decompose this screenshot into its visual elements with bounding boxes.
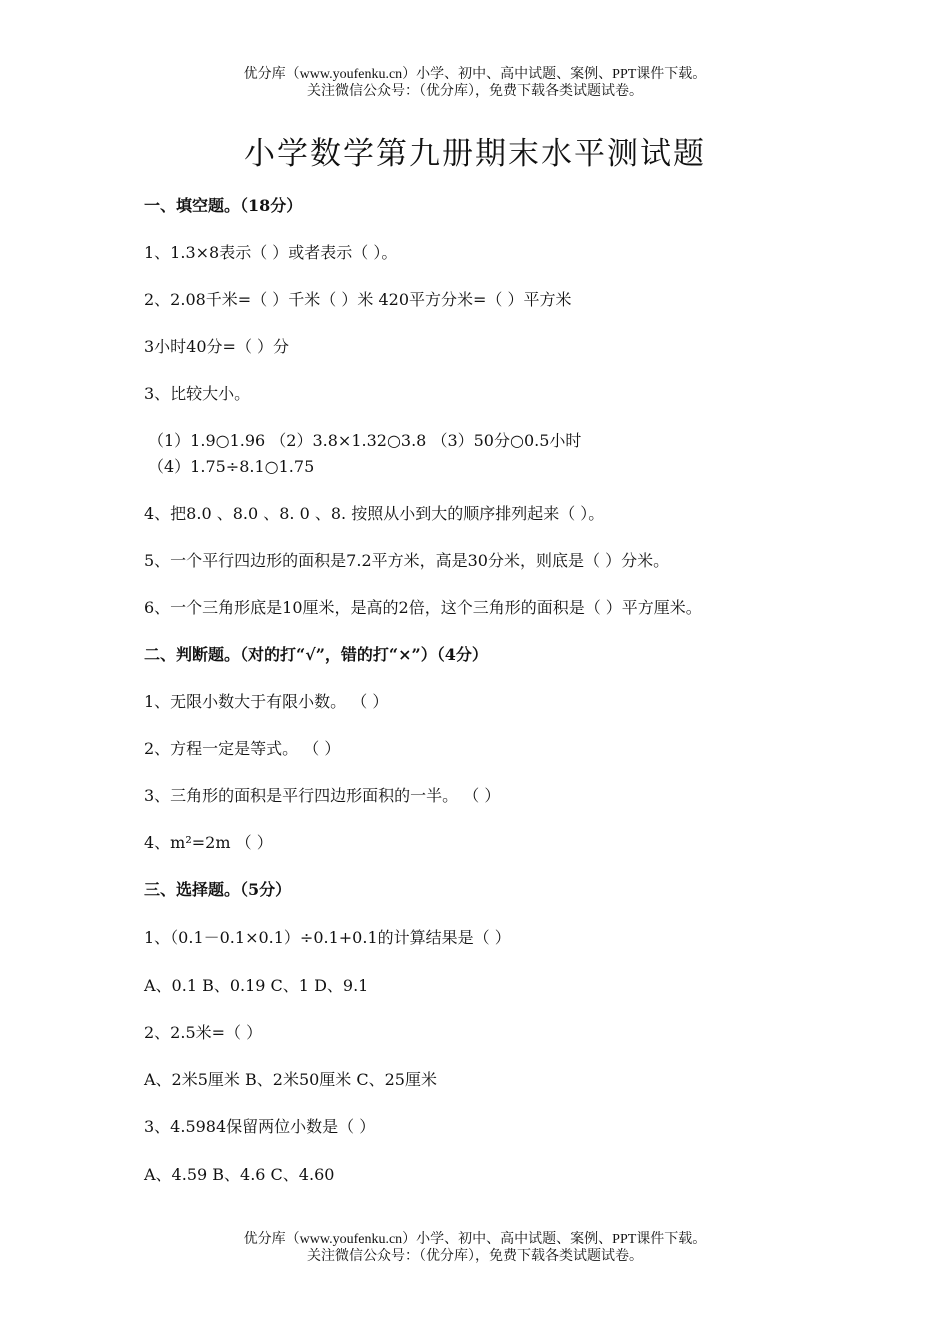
question-line: A、4.59 B、4.6 C、4.60 <box>144 1165 335 1184</box>
question-line: 1、（0.1－0.1×0.1）÷0.1+0.1的计算结果是（ ） <box>144 928 511 947</box>
question-line: A、0.1 B、0.19 C、1 D、9.1 <box>144 976 369 995</box>
question-line: 6、一个三角形底是10厘米，是高的2倍，这个三角形的面积是（ ）平方厘米。 <box>144 598 702 617</box>
question-line: 3、比较大小。 <box>144 384 251 403</box>
section-heading-true-false: 二、判断题。（对的打“√”，错的打“×”）（4分） <box>144 645 488 664</box>
question-line: 2、2.5米=（ ） <box>144 1023 263 1042</box>
section-heading-fill-blank: 一、填空题。（18分） <box>144 196 303 215</box>
footer-line-1: 优分库（www.youfenku.cn）小学、初中、高中试题、案例、PPT课件下载。 <box>243 1232 707 1247</box>
question-line: 3小时40分=（ ）分 <box>144 337 290 356</box>
section-heading-multiple-choice: 三、选择题。（5分） <box>144 880 292 899</box>
question-line: 3、三角形的面积是平行四边形面积的一半。 （ ） <box>144 786 501 805</box>
question-line: （1）1.9○1.96 （2）3.8×1.32○3.8 （3）50分○0.5小时 <box>148 431 582 450</box>
page-title: 小学数学第九册期末水平测试题 <box>244 136 706 172</box>
page-header <box>0 66 950 100</box>
question-line: 1、1.3×8表示（ ）或者表示（ ）。 <box>144 243 398 262</box>
question-line: 1、无限小数大于有限小数。 （ ） <box>144 692 389 711</box>
question-line: 3、4.5984保留两位小数是（ ） <box>144 1117 376 1136</box>
question-line: 5、一个平行四边形的面积是7.2平方米，高是30分米，则底是（ ）分米。 <box>144 551 670 570</box>
header-line-2: 关注微信公众号：（优分库），免费下载各类试题试卷。 <box>307 84 643 99</box>
question-line: 4、把8.0 、8.0 、8. 0 、8. 按照从小到大的顺序排列起来（ ）。 <box>144 504 605 523</box>
question-line: （4）1.75÷8.1○1.75 <box>148 457 315 476</box>
question-line: 2、2.08千米=（ ）千米（ ）米 420平方分米=（ ）平方米 <box>144 290 572 309</box>
footer-line-2: 关注微信公众号：（优分库），免费下载各类试题试卷。 <box>307 1249 643 1264</box>
header-line-1: 优分库（www.youfenku.cn）小学、初中、高中试题、案例、PPT课件下载。 <box>243 67 707 82</box>
question-line: A、2米5厘米 B、2米50厘米 C、25厘米 <box>144 1070 437 1089</box>
question-line: 4、m²=2m （ ） <box>144 833 273 852</box>
question-line: 2、方程一定是等式。 （ ） <box>144 739 341 758</box>
page-footer <box>0 1231 950 1265</box>
